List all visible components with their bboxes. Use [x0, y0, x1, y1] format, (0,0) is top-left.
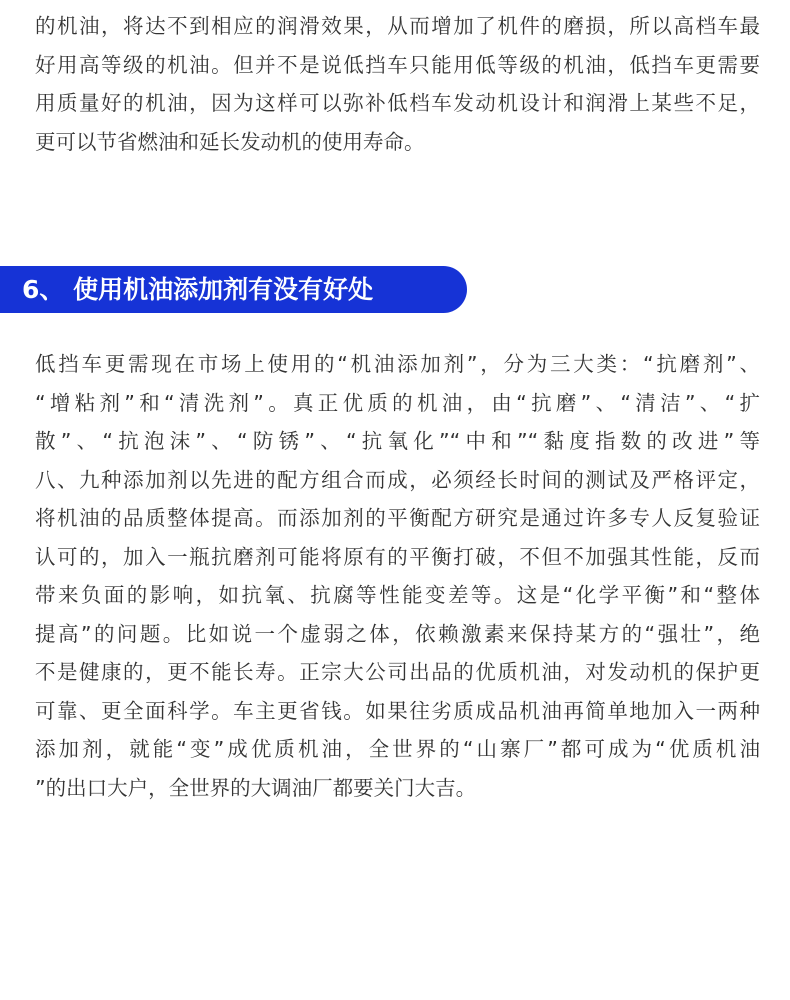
text-line: “增粘剂”和“清洗剂”。真正优质的机油，由“抗磨”、“清洁”、“扩 [35, 390, 760, 415]
text-line: 的机油，将达不到相应的润滑效果，从而增加了机件的磨损，所以高档车最 [35, 14, 760, 38]
text-line: 低挡车更需现在市场上使用的“机油添加剂”，分为三大类：“抗磨剂”、 [35, 352, 760, 376]
text-line: 八、九种添加剂以先进的配方组合而成，必须经长时间的测试及严格评定， [35, 467, 760, 492]
text-line: 将机油的品质整体提高。而添加剂的平衡配方研究是通过许多专人反复验证 [35, 506, 760, 530]
body-paragraph [35, 345, 760, 807]
text-line: 可靠、更全面科学。车主更省钱。如果往劣质成品机油再简单地加入一两种 [35, 698, 760, 723]
text-line: 散”、“抗泡沫”、“防锈”、“抗氧化”“中和”“黏度指数的改进”等 [35, 429, 760, 453]
text-line: 不是健康的，更不能长寿。正宗大公司出品的优质机油，对发动机的保护更 [35, 660, 760, 684]
text-line: 提高”的问题。比如说一个虚弱之体，依赖激素来保持某方的“强壮”，绝 [35, 621, 760, 646]
section-title: 6、 使用机油添加剂有没有好处 [22, 275, 374, 304]
intro-paragraph [35, 7, 760, 161]
text-line: 用质量好的机油，因为这样可以弥补低档车发动机设计和润滑上某些不足， [35, 91, 760, 115]
text-line: 好用高等级的机油。但并不是说低挡车只能用低等级的机油，低挡车更需要 [35, 52, 760, 77]
text-line: 更可以节省燃油和延长发动机的使用寿命。 [35, 129, 425, 154]
text-line: ”的出口大户，全世界的大调油厂都要关门大吉。 [35, 775, 477, 800]
text-line: 认可的，加入一瓶抗磨剂可能将原有的平衡打破，不但不加强其性能，反而 [35, 544, 760, 569]
text-line: 带来负面的影响，如抗氧、抗腐等性能变差等。这是“化学平衡”和“整体 [35, 583, 760, 607]
text-line: 添加剂，就能“变”成优质机油，全世界的“山寨厂”都可成为“优质机油 [35, 737, 760, 761]
section-heading-banner [0, 266, 467, 313]
